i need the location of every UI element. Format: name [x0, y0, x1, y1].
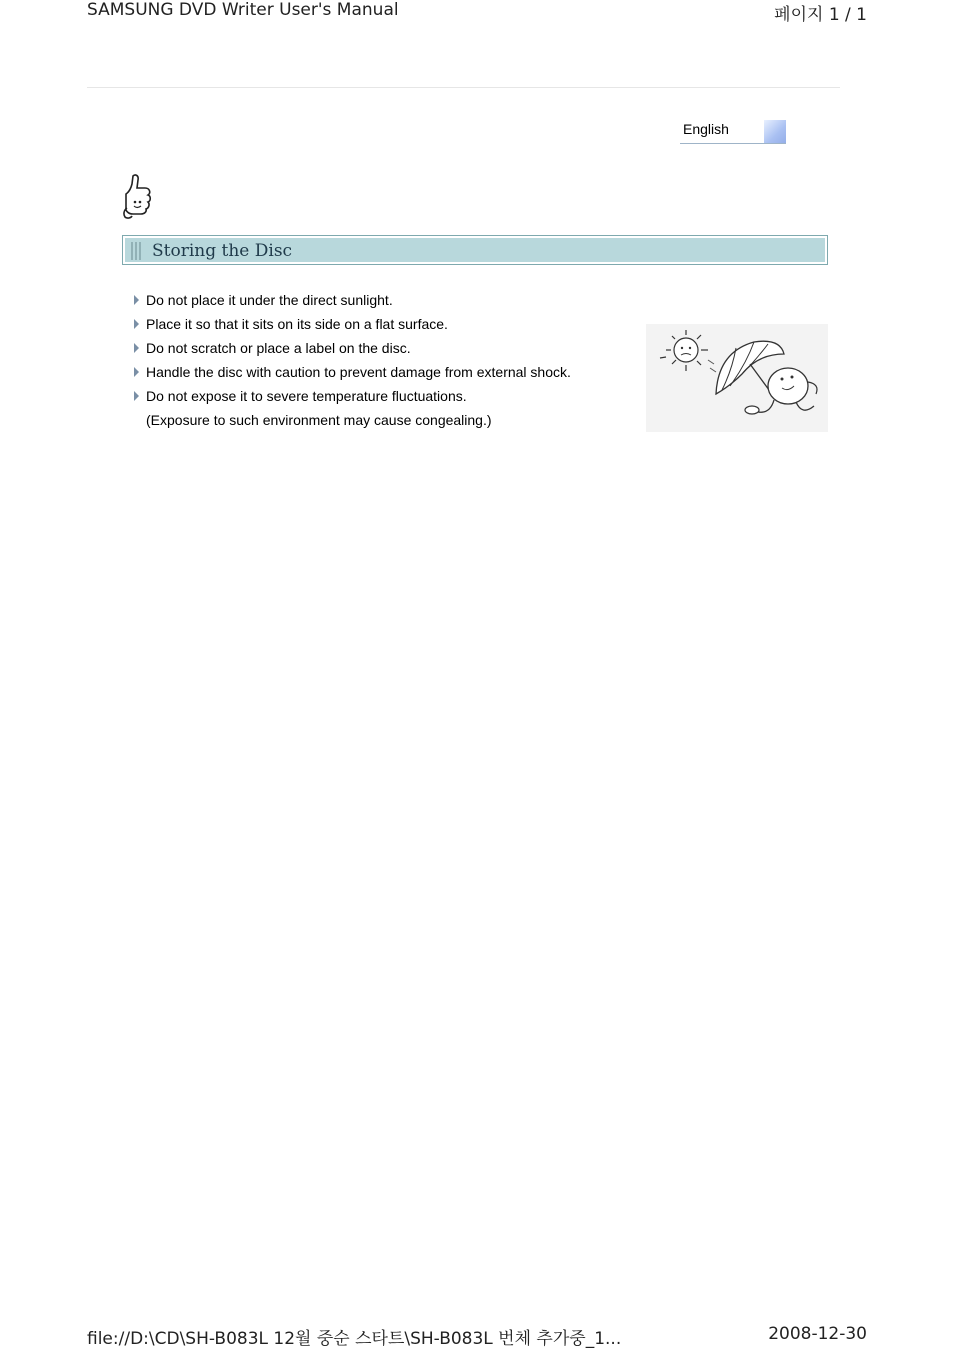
sun-umbrella-illustration [646, 324, 828, 432]
print-header [87, 0, 867, 25]
file-path: file://D:\CD\SH-B083L 12월 중순 스타트\SH-B083L 번체 추가중_1... [87, 1329, 622, 1349]
header-divider [87, 87, 840, 88]
thumbs-up-icon [121, 172, 155, 220]
list-note: (Exposure to such environment may cause congealing.) [146, 412, 492, 428]
list-item: Do not expose it to severe temperature fluctuations. [132, 384, 612, 408]
page-counter: 페이지 1 / 1 [774, 5, 867, 25]
section-header-fill [125, 238, 825, 262]
bars-icon [130, 242, 144, 260]
bullet-arrow-icon [134, 343, 139, 353]
list-item: Do not place it under the direct sunlight. [132, 288, 612, 312]
bullet-arrow-icon [134, 391, 139, 401]
list-item: Place it so that it sits on its side on a flat surface. [132, 312, 612, 336]
list-item: Handle the disc with caution to prevent damage from external shock. [132, 360, 612, 384]
print-date: 2008-12-30 [768, 1324, 867, 1344]
section-header [122, 235, 828, 265]
bullet-arrow-icon [134, 367, 139, 377]
bullet-arrow-icon [134, 295, 139, 305]
print-footer [87, 1324, 867, 1348]
list-item: Do not scratch or place a label on the disc. [132, 336, 612, 360]
document-title: SAMSUNG DVD Writer User's Manual [87, 0, 399, 20]
section-heading: Storing the Disc [152, 241, 293, 261]
bullet-arrow-icon [134, 319, 139, 329]
language-selector[interactable] [680, 119, 786, 144]
instruction-list [132, 288, 612, 432]
language-swatch-icon [764, 120, 786, 143]
language-label: English [683, 121, 729, 137]
